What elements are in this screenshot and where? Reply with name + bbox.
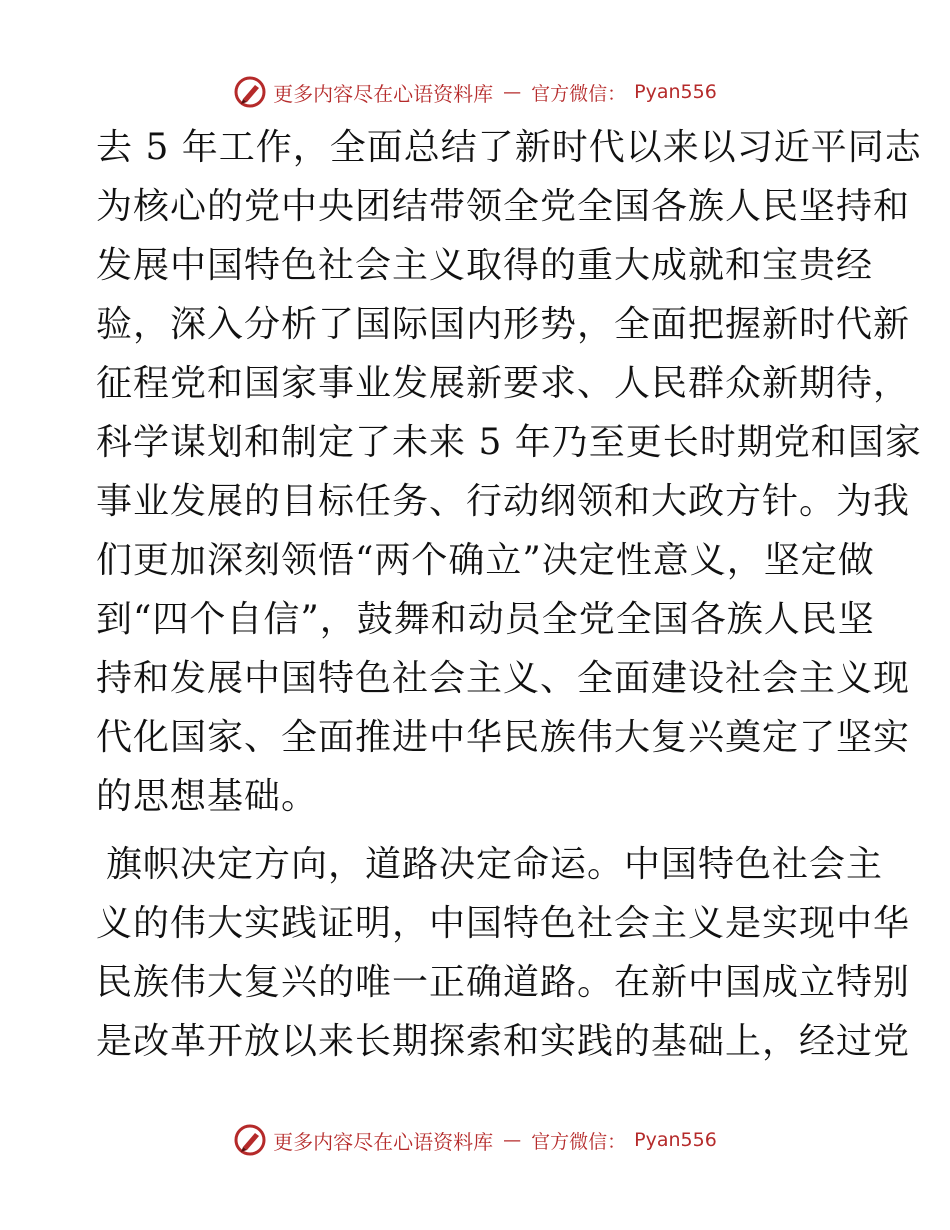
text-line: 科学谋划和制定了未来 5 年乃至更长时期党和国家	[96, 422, 922, 463]
watermark-wechat-id: Pyan556	[634, 81, 717, 103]
text-line: 代化国家、全面推进中华民族伟大复兴奠定了坚实	[96, 717, 911, 758]
document-body	[96, 118, 922, 1071]
text-line: 验，深入分析了国际国内形势，全面把握新时代新	[96, 304, 911, 345]
text-line: 去 5 年工作，全面总结了新时代以来以习近平同志	[96, 127, 922, 168]
watermark-separator: —	[503, 81, 522, 103]
paragraph-2	[96, 835, 911, 1071]
paragraph-1	[96, 118, 922, 826]
text-line: 的思想基础。	[96, 776, 319, 817]
text-line: 旗帜决定方向，道路决定命运。中国特色社会主	[106, 844, 884, 885]
watermark-separator: —	[503, 1129, 522, 1151]
text-line: 义的伟大实践证明，中国特色社会主义是实现中华	[96, 903, 911, 944]
text-line: 持和发展中国特色社会主义、全面建设社会主义现	[96, 658, 911, 699]
text-line: 民族伟大复兴的唯一正确道路。在新中国成立特别	[96, 962, 911, 1003]
footer-watermark	[0, 1118, 950, 1162]
pen-logo-icon	[233, 1123, 267, 1157]
watermark-text: 更多内容尽在心语资料库	[273, 81, 494, 106]
text-line: 们更加深刻领悟“两个确立”决定性意义，坚定做	[96, 540, 875, 581]
pen-logo-icon	[233, 75, 267, 109]
watermark-wechat-label: 官方微信：	[531, 1130, 627, 1153]
watermark-wechat-label: 官方微信：	[531, 82, 627, 105]
paragraph-gap	[96, 826, 856, 835]
header-watermark	[0, 70, 950, 114]
watermark-wechat-id: Pyan556	[634, 1129, 717, 1151]
text-line: 到“四个自信”，鼓舞和动员全党全国各族人民坚	[96, 599, 875, 640]
watermark-text: 更多内容尽在心语资料库	[273, 1129, 494, 1154]
text-line: 是改革开放以来长期探索和实践的基础上，经过党	[96, 1021, 911, 1062]
text-line: 征程党和国家事业发展新要求、人民群众新期待，	[96, 363, 911, 404]
text-line: 发展中国特色社会主义取得的重大成就和宝贵经	[96, 245, 874, 286]
text-line: 事业发展的目标任务、行动纲领和大政方针。为我	[96, 481, 911, 522]
text-line: 为核心的党中央团结带领全党全国各族人民坚持和	[96, 186, 911, 227]
